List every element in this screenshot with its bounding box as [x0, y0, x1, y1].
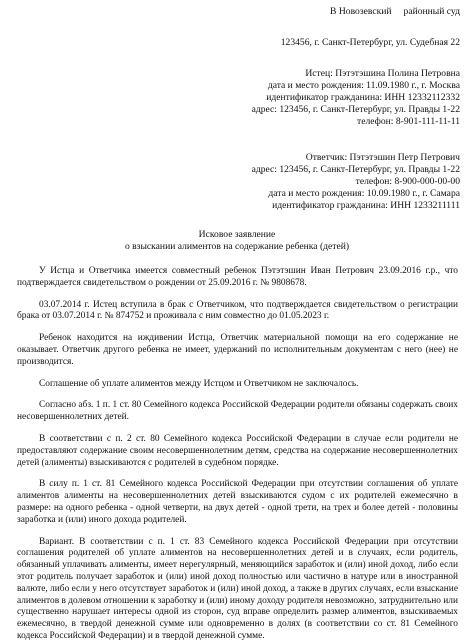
defendant-address: адрес: 123456, г. Санкт-Петербург, ул. Правды 1-22: [251, 164, 460, 175]
court-address: 123456, г. Санкт-Петербург, ул. Судебная 22: [280, 37, 460, 48]
paragraph-art81: В силу п. 1 ст. 81 Семейного кодекса Российской Федерации при отсутствии соглашения об уплате алиментов алименты на несовершеннолетних детей взыскиваются судом с их родителей ежемесячно в размере: на одного ребенка - одной четверти, на двух детей - одной трети, на трех и более детей - половины заработка и (или) иного дохода родителей.: [17, 479, 458, 525]
paragraph-art80-2: В соответствии с п. 2 ст. 80 Семейного кодекса Российской Федерации в случае если родители не предоставляют содержание своим несовершеннолетним детям, средства на содержание несовершеннолетних детей (алименты) взыскиваются с родителей в судебном порядке.: [17, 433, 458, 468]
defendant-birth: дата и место рождения: 10.09.1980 г., г. Самара: [268, 188, 460, 199]
paragraph-dependency: Ребенок находится на иждивении Истца, Ответчик материальной помощи на его содержание не оказывает. Ответчик другого ребенка не имеет, удержаний по исполнительным документам с него (нее) не производится.: [17, 333, 458, 367]
paragraph-art80-1: Согласно абз. 1 п. 1 ст. 80 Семейного кодекса Российской Федерации родители обязаны содержать своих несовершеннолетних детей.: [17, 400, 458, 423]
title-line-1: Исковое заявление: [198, 229, 276, 240]
court-prefix: В Новозевский: [330, 6, 392, 17]
paragraph-agreement: Соглашение об уплате алиментов между Истцом и Ответчиком не заключалось.: [39, 378, 359, 389]
defendant-phone: телефон: 8-900-000-00-00: [355, 176, 460, 187]
defendant-name: Ответчик: Пэтэтэшин Петр Петрович: [305, 152, 460, 163]
court-name: [330, 6, 460, 18]
plaintiff-address: адрес: 123456, г. Санкт-Петербург, ул. Правды 1-22: [251, 104, 460, 115]
plaintiff-birth: дата и место рождения: 11.09.1980 г., г. Москва: [267, 80, 460, 91]
paragraph-marriage: 03.07.2014 г. Истец вступила в брак с Ответчиком, что подтверждается свидетельством о регистрации брака от 03.07.2014 г. № 874752 и проживала с ним совместно до 01.05.2023 г.: [17, 299, 458, 322]
paragraph-art83: Вариант. В соответствии с п. 1 ст. 83 Семейного кодекса Российской Федерации при отсутствии соглашения родителей об уплате алиментов на несовершеннолетних детей и в случаях, если родитель, обязанный уплачивать алименты, имеет нерегулярный, меняющийся заработок и (или) иной доход, либо если этот родитель получает заработок и (или) иной доход полностью или частично в натуре или в иностранной валюте, либо если у него отсутствует заработок и (или) иной доход, а также в других случаях, если взыскание алиментов в долевом отношении к заработку и (или) иному доходу родителя невозможно, затруднительно или существенно нарушает интересы одной из сторон, суд вправе определить размер алиментов, взыскиваемых ежемесячно, в твердой денежной сумме или одновременно в долях (в соответствии со ст. 81 Семейного кодекса Российской Федерации) и в твердой денежной сумме.: [17, 536, 458, 641]
plaintiff-inn: идентификатор гражданина: ИНН 12332112332: [266, 92, 460, 103]
plaintiff-phone: телефон: 8-901-111-11-11: [357, 116, 460, 127]
title-line-2: о взыскании алиментов на содержание ребенка (детей): [124, 241, 350, 252]
plaintiff-name: Истец: Пэтэтэшина Полина Петровна: [305, 68, 460, 79]
court-suffix: районный суд: [403, 6, 460, 17]
document-title: [0, 229, 474, 253]
plaintiff-block: [252, 68, 460, 128]
document-body: [17, 266, 458, 643]
defendant-block: [252, 152, 460, 212]
paragraph-children: У Истца и Ответчика имеется совместный ребенок Пэтэтэшин Иван Петрович 23.09.2016 г.р., что подтверждается свидетельством о рождении от 25.09.2016 г. № 9808678.: [17, 266, 458, 288]
defendant-inn: идентификатор гражданина: ИНН 1233211111: [272, 200, 460, 211]
